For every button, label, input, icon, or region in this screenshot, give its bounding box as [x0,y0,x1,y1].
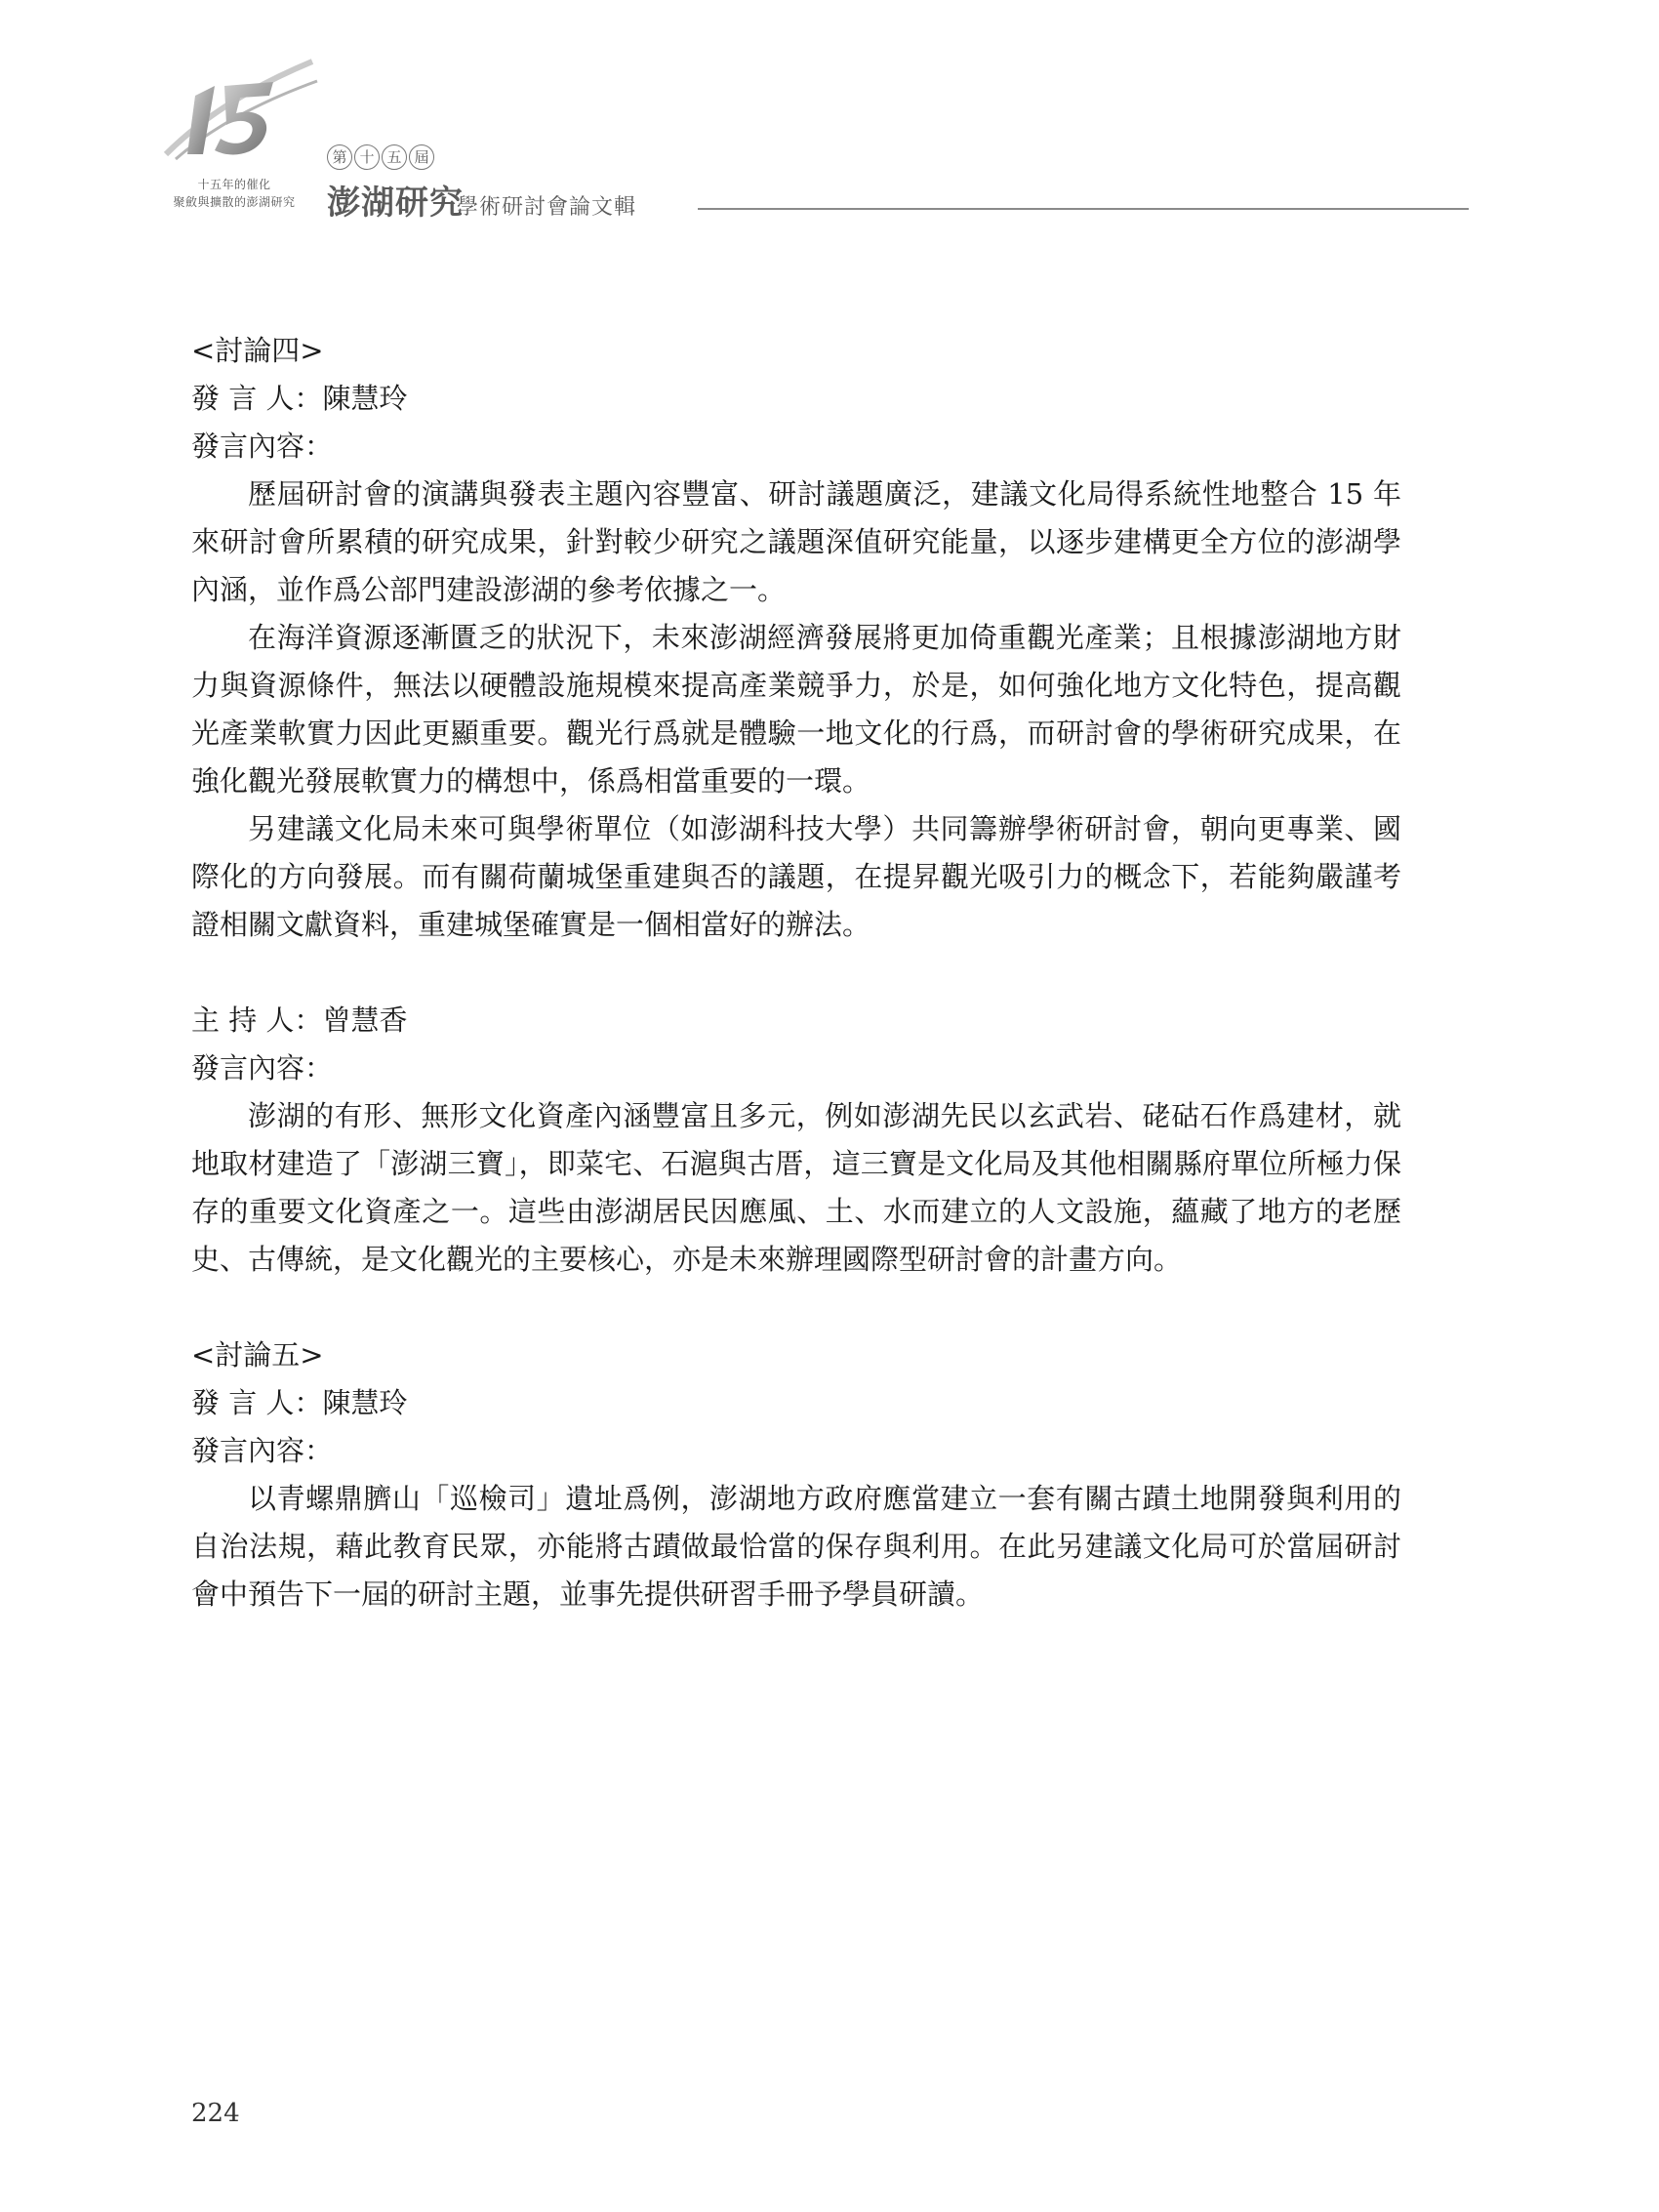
content-label: 發言內容： [191,1051,334,1085]
edition-glyph: 五 [382,144,407,170]
page-body [191,327,1401,1618]
anniversary-logo [146,57,322,213]
speaker-label: 主 持 人： [191,1004,323,1037]
edition-label [327,144,436,170]
page-number: 224 [191,2099,240,2128]
page-header [0,0,1659,234]
section-heading: <討論五> [191,1338,324,1372]
paragraph: 另建議文化局未來可與學術單位（如澎湖科技大學）共同籌辦學術研討會，朝向更專業、國際化的方向發展。而有關荷蘭城堡重建與否的議題，在提昇觀光吸引力的概念下，若能夠嚴謹考證相關文獻資料，重建城堡確實是一個相當好的辦法。 [191,812,1401,941]
spacer [191,949,1401,997]
series-subtitle: 學術研討會論文輯 [457,195,637,220]
speaker-name: 陳慧玲 [322,382,408,415]
paragraph: 以青螺鼎臍山「巡檢司」遺址爲例，澎湖地方政府應當建立一套有關古蹟土地開發與利用的自治法規，藉此教育民眾，亦能將古蹟做最恰當的保存與利用。在此另建議文化局可於當屆研討會中預告下一屆的研討主題，並事先提供研習手冊予學員研讀。 [191,1482,1401,1611]
speaker-line [191,375,1401,423]
content-label: 發言內容： [191,430,334,463]
content-label: 發言內容： [191,1434,334,1467]
anniversary-15-emblem-icon [146,57,322,174]
edition-glyph: 第 [327,144,352,170]
speaker-label: 發 言 人： [191,382,323,415]
speaker-label: 發 言 人： [191,1386,323,1419]
speaker-line [191,997,1401,1045]
edition-glyph: 屆 [409,144,434,170]
paragraph: 澎湖的有形、無形文化資產內涵豐富且多元，例如澎湖先民以玄武岩、硓𥑮石作爲建材，就地取材建造了「澎湖三寶」，即菜宅、石滬與古厝，這三寶是文化局及其他相關縣府單位所極力保存的重要文化資產之一。這些由澎湖居民因應風、土、水而建立的人文設施，蘊藏了地方的老歷史、古傳統，是文化觀光的主要核心，亦是未來辦理國際型研討會的計畫方向。 [191,1099,1401,1276]
logo-caption-line2: 聚斂與擴散的澎湖研究 [173,195,296,209]
speaker-name: 陳慧玲 [322,1386,408,1419]
logo-caption-line1: 十五年的催化 [197,178,271,191]
speaker-line [191,1379,1401,1427]
edition-glyph: 十 [354,144,380,170]
paragraph: 在海洋資源逐漸匱乏的狀況下，未來澎湖經濟發展將更加倚重觀光產業；且根據澎湖地方財力與資源條件，無法以硬體設施規模來提高產業競爭力，於是，如何強化地方文化特色，提高觀光產業軟實力因此更顯重要。觀光行爲就是體驗一地文化的行爲，而研討會的學術研究成果，在強化觀光發展軟實力的構想中，係爲相當重要的一環。 [191,621,1401,798]
speaker-name: 曾慧香 [322,1004,408,1037]
section-heading: <討論四> [191,334,324,367]
spacer [191,1284,1401,1331]
paragraph: 歷屆研討會的演講與發表主題內容豐富、研討議題廣泛，建議文化局得系統性地整合 15 年來研討會所累積的研究成果，針對較少研究之議題深值研究能量，以逐步建構更全方位的澎湖學內涵，並作爲公部門建設澎湖的參考依據之一。 [191,477,1401,606]
series-title: 澎湖研究 [327,184,464,223]
header-divider [698,208,1469,210]
